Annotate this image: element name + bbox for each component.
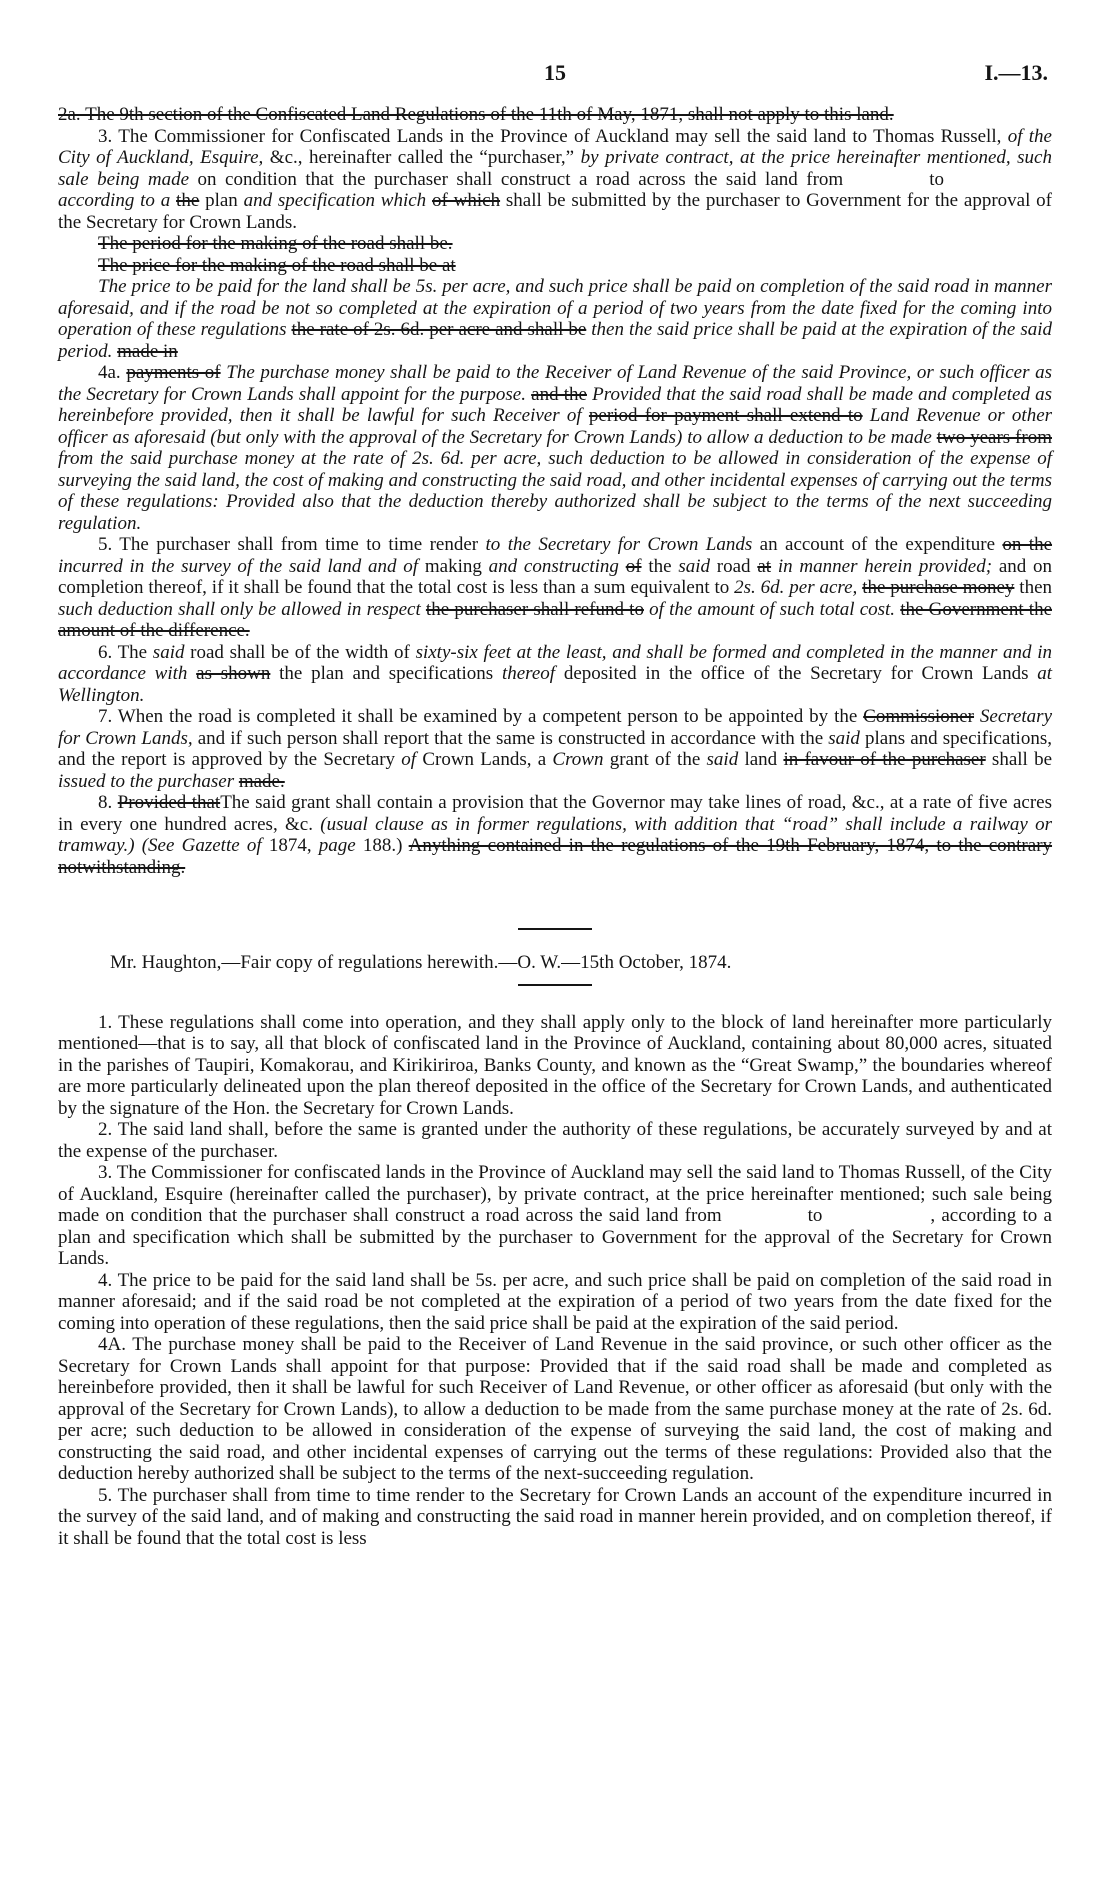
draft-struck-period: The period for the making of the road shall be. <box>98 233 453 254</box>
section-divider <box>518 928 592 930</box>
draft-clause-8: 8. Provided thatThe said grant shall contain a provision that the Governor may take lines of road, &c., at a rate of five acres in every one hundred acres, &c. (usual clause as in former regulations, with addition that “road” shall include a railway or tramway.) (See Gazette of 1874, page 188.) Anything contained in the regulations of the 19th February, 1874, to the contrary notwithstanding. <box>58 792 1053 878</box>
page-number: 15 <box>544 60 566 85</box>
fair-clause-1: 1. These regulations shall come into operation, and they shall apply only to the block of land hereinafter more particularly mentioned—that is to say, all that block of confiscated land in the Province of Auckland, containing about 80,000 acres, situated in the parishes of Taupiri, Komakorau, and Kirikiriroa, Banks County, and known as the “Great Swamp,” the boundaries whereof are more particularly delineated upon the plan thereof deposited in the office of the Secretary for Crown Lands, and authenticated by the signature of the Hon. the Secretary for Crown Lands. <box>58 1011 1052 1119</box>
draft-clause-7: 7. When the road is completed it shall be examined by a competent person to be appointed by the Commissioner Secretary for Crown Lands, and if such person shall report that the same is constructed in accordance with the said plans and specifications, and the report is approved by the Secretary of Crown Lands, a Crown grant of the said land in favour of the purchaser shall be issued to the purchaser made. <box>58 706 1053 792</box>
fair-clause-2: 2. The said land shall, before the same is granted under the authority of these regulations, be accurately surveyed by and at the expense of the purchaser. <box>58 1119 1052 1162</box>
draft-clause-4: The price to be paid for the land shall be 5s. per acre, and such price shall be paid on completion of the said road in manner aforesaid, and if the road be not so completed at the expiration of a period of two years from the date fixed for the coming into operation of these regulations the rate of 2s. 6d. per acre and shall be then the said price shall be paid at the expiration of the said period. made in <box>58 276 1053 362</box>
paper-reference: I.—13. <box>984 60 1048 85</box>
draft-clause-6: 6. The said road shall be of the width of sixty-six feet at the least, and shall be formed and completed in the manner and in accordance with as shown the plan and specifications thereof deposited in the office of the Secretary for Crown Lands at Wellington. <box>58 641 1052 706</box>
draft-clause-5: 5. The purchaser shall from time to time render to the Secretary for Crown Lands an account of the expenditure on the incurred in the survey of the said land and of making and constructing of the said road at in manner herein provided; and on completion thereof, if it shall be found that the total cost is less than a sum equivalent to 2s. 6d. per acre, the purchase money then such deduction shall only be allowed in respect the purchaser shall refund to of the amount of such total cost. the Government the amount of the difference. <box>58 534 1053 641</box>
struck-text: 2a. The 9th section of the Confiscated Land Regulations of the 11th of May, 1871, shall not apply to this land. <box>58 104 894 125</box>
page-header <box>58 62 1052 94</box>
section-divider <box>518 984 592 986</box>
fair-clause-4: 4. The price to be paid for the said land shall be 5s. per acre, and such price shall be paid on completion of the said road in manner aforesaid; and if the said road be not completed at the expiration of a period of two years from the date fixed for the coming into operation of these regulations, then the said price shall be paid at the expiration of the said period. <box>58 1269 1052 1334</box>
draft-struck-price: The price for the making of the road shall be at <box>98 254 456 276</box>
draft-clause-3: 3. The Commissioner for Confiscated Lands in the Province of Auckland may sell the said land to Thomas Russell, of the City of Auckland, Esquire, &c., hereinafter called the “purchaser,” by private contract, at the price hereinafter mentioned, such sale being made on condition that the purchaser shall construct a road across the said land from toaccording to a the plan and specification which of which shall be submitted by the purchaser to Government for the approval of the Secretary for Crown Lands. <box>58 125 1052 233</box>
fair-clause-5: 5. The purchaser shall from time to time render to the Secretary for Crown Lands an account of the expenditure incurred in the survey of the said land, and of making and constructing the said road in manner herein provided, and on completion thereof, if it shall be found that the total cost is less <box>58 1484 1052 1549</box>
draft-clause-4a: 4a. payments of The purchase money shall be paid to the Receiver of Land Revenue of the said Province, or such officer as the Secretary for Crown Lands shall appoint for the purpose. and the Provided that the said road shall be made and completed as hereinbefore provided, then it shall be lawful for such Receiver of period for payment shall extend to Land Revenue or other officer as aforesaid (but only with the approval of the Secretary for Crown Lands) to allow a deduction to be made two years from from the said purchase money at the rate of 2s. 6d. per acre, such deduction to be allowed in consideration of the expense of surveying the said land, the cost of making and constructing the said road, and other incidental expenses of carrying out the terms of these regulations: Provided also that the deduction thereby authorized shall be subject to the terms of the next succeeding regulation. <box>58 362 1053 534</box>
fair-clause-3: 3. The Commissioner for confiscated lands in the Province of Auckland may sell the said land to Thomas Russell, of the City of Auckland, Esquire (hereinafter called the purchaser), by private contract, at the price hereinafter mentioned; such sale being made on condition that the purchaser shall construct a road across the said land from to , according to a plan and specification which shall be submitted by the purchaser to Government for the approval of the Secretary for Crown Lands. <box>58 1162 1052 1269</box>
fair-clause-4a: 4A. The purchase money shall be paid to the Receiver of Land Revenue in the said province, or such other officer as the Secretary for Crown Lands shall appoint for that purpose: Provided that if the said road shall be made and completed as hereinbefore provided, then it shall be lawful for such Receiver of Land Revenue, or other officer as aforesaid (but only with the approval of the Secretary for Crown Lands), to allow a deduction to be made from the same purchase money at the rate of 2s. 6d. per acre; such deduction to be allowed in consideration of the expense of surveying the said land, the cost of making and constructing the said road, and other incidental expenses of carrying out the terms of these regulations: Provided also that the deduction hereby authorized shall be subject to the terms of the next-succeeding regulation. <box>58 1334 1052 1484</box>
minute-note: Mr. Haughton,—Fair copy of regulations herewith.—O. W.—15th October, 1874. <box>110 952 732 973</box>
draft-clause-2a <box>58 104 1052 126</box>
